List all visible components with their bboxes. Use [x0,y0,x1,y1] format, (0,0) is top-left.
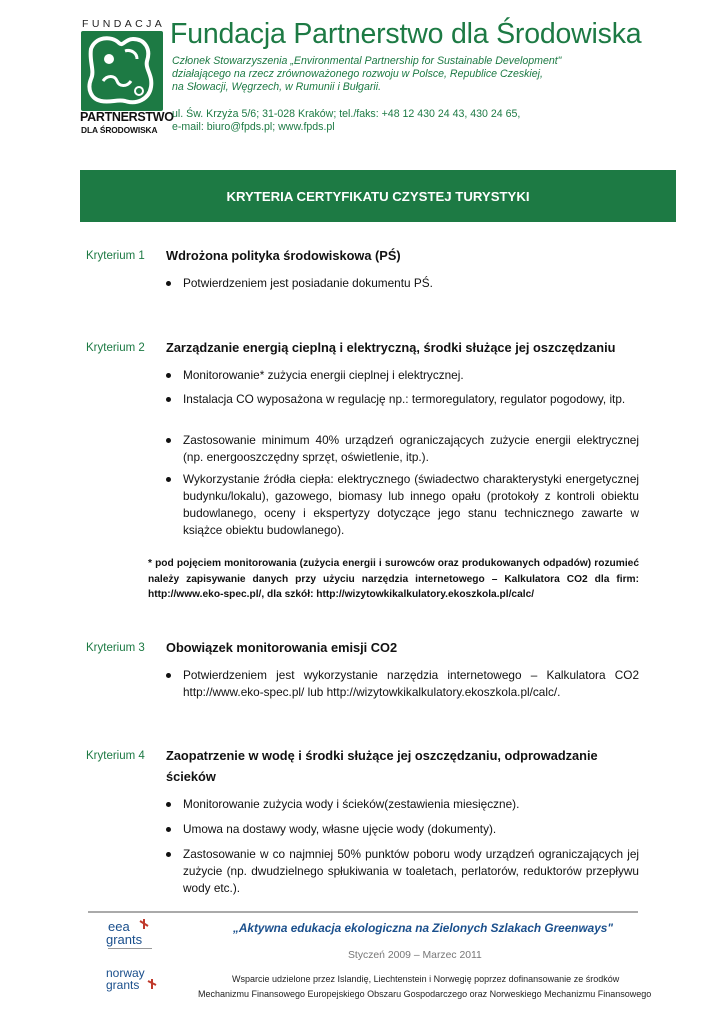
logo-partnerstwo-text: PARTNERSTWO [80,110,174,124]
footer-divider [88,911,638,913]
logo-fundacja-text: FUNDACJA [82,18,166,30]
list-item-text: Potwierdzeniem jest posiadanie dokumentu PŚ. [183,276,433,290]
list-item-text: Monitorowanie zużycia wody i ścieków(zestawienia miesięczne). [183,797,520,811]
list-item [166,432,639,466]
bullet-icon [166,802,171,807]
criterion-3-title: Obowiązek monitorowania emisji CO2 [166,640,398,655]
bullet-icon [166,673,171,678]
list-item [166,667,639,701]
criterion-4-title-line-2: ścieków [166,769,216,784]
footer-support-line-1: Wsparcie udzielone przez Islandię, Liechtenstein i Norwegię poprzez dofinansowanie ze środków [232,974,620,984]
list-item-text: Wykorzystanie źródła ciepła: elektrycznego (świadectwo charakterystyki energetycznej budynku/lokalu), gazowego, biomasy lub innego opału (protokoły z kontroli obiektu budowlanego, oceny i ekspertyzy dotyczące jego stanu technicznego zawarte w książce obiektu budowlanego). [183,472,639,537]
eea-logo-line-2: grants [106,932,143,947]
criterion-4-label: Kryterium 4 [86,750,145,762]
list-item-text: Potwierdzeniem jest wykorzystanie narzędzia internetowego – Kalkulatora CO2 http://www.eko-spec.pl/ lub http://wizytowkikalkulatory.ekoszkola.pl/calc/. [183,668,639,699]
foundation-logo-icon [81,31,163,111]
criterion-3-label: Kryterium 3 [86,642,145,654]
contact-address: ul. Św. Krzyża 5/6; 31-028 Kraków; tel./faks: +48 12 430 24 43, 430 24 65, [172,108,521,120]
norway-logo-line-2: grants [106,978,140,992]
criterion-4-title-line-1: Zaopatrzenie w wodę i środki służące jej oszczędzaniu, odprowadzanie [166,748,598,763]
bullet-icon [166,281,171,286]
list-item-text: Zastosowanie minimum 40% urządzeń ograniczających zużycie energii elektrycznej (np. energooszczędny sprzęt, oświetlenie, itp.). [183,433,639,464]
list-item-text: Monitorowanie* zużycia energii cieplnej i elektrycznej. [183,368,464,382]
footnote: * pod pojęciem monitorowania (zużycia energii i surowców oraz produkowanych odpadów) rozumieć należy zapisywanie danych przy użyciu narzędzia internetowego – Kalkulatora CO2 dla firm: http://www.eko-spec.pl/, dla szkół: http://wizytowkikalkulatory.ekoszkola.pl/calc/ [148,558,639,600]
list-item [166,821,639,838]
bullet-icon [166,373,171,378]
contact-email-web: e-mail: biuro@fpds.pl; www.fpds.pl [172,121,335,133]
criterion-2-label: Kryterium 2 [86,342,145,354]
bullet-icon [166,438,171,443]
eea-grants-logo-icon [106,917,156,958]
list-item [166,796,639,813]
footer-slogan: „Aktywna edukacja ekologiczna na Zielonych Szlakach Greenways" [233,921,613,935]
list-item [166,846,639,897]
criterion-1-title: Wdrożona polityka środowiskowa (PŚ) [166,248,401,263]
criterion-1-label: Kryterium 1 [86,250,145,262]
footer-dates: Styczeń 2009 – Marzec 2011 [348,950,482,961]
page-title-banner [80,170,676,222]
list-item [166,275,639,292]
list-item [166,391,639,408]
bullet-icon [166,852,171,857]
member-line-3: na Słowacji, Węgrzech, w Rumunii i Bułgarii. [172,81,382,93]
bullet-icon [166,827,171,832]
criterion-2-title: Zarządzanie energią cieplną i elektryczną, środki służące jej oszczędzaniu [166,340,616,355]
page-title: KRYTERIA CERTYFIKATU CZYSTEJ TURYSTYKI [226,188,530,204]
list-item [166,471,639,539]
list-item-text: Zastosowanie w co najmniej 50% punktów poboru wody urządzeń ograniczających jej zużycie (np. dwudzielnego spłukiwania w toaletach, perlatorów, reduktorów przepływu wody etc.). [183,847,639,895]
list-item [166,367,639,384]
footer-support-line-2: Mechanizmu Finansowego Europejskiego Obszaru Gospodarczego oraz Norweskiego Mechanizmu Finansowego [198,989,652,999]
member-line-2: działającego na rzecz zrównoważonego rozwoju w Polsce, Republice Czeskiej, [172,68,543,80]
member-line-1: Członek Stowarzyszenia „Environmental Partnership for Sustainable Development" [172,55,562,67]
logo-dla-srodowiska-text: DLA ŚRODOWISKA [81,125,158,135]
bullet-icon [166,477,171,482]
list-item-text: Instalacja CO wyposażona w regulację np.: termoregulatory, regulator pogodowy, itp. [183,392,626,406]
norway-logo-line-1: norway [106,966,145,980]
norway-grants-logo-icon [104,965,160,1000]
eea-logo-line-1: eea [108,919,130,934]
list-item-text: Umowa na dostawy wody, własne ujęcie wody (dokumenty). [183,822,497,836]
organization-title: Fundacja Partnerstwo dla Środowiska [170,18,642,50]
bullet-icon [166,397,171,402]
